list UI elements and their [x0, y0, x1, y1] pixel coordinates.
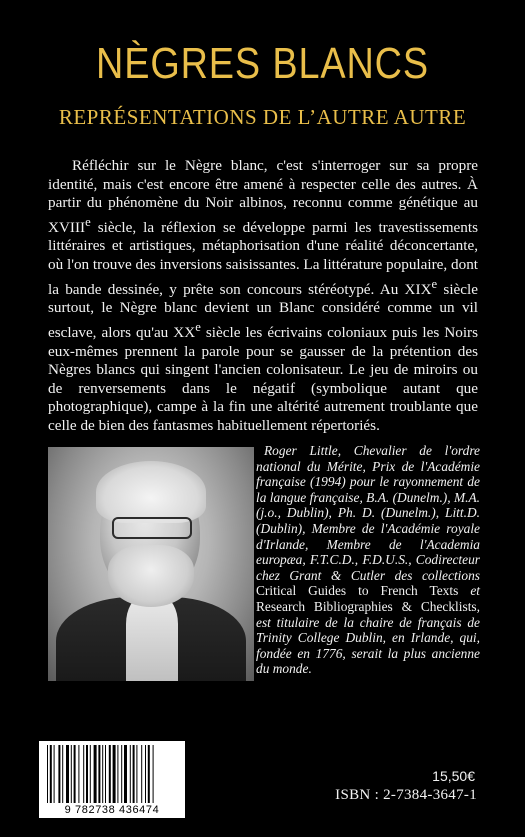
summary-text-1: Réfléchir sur le Nègre blanc, c'est s'interroger sur sa propre identité, mais c'est encore être amené à respecter celle des autres. À partir du phénomène du Noir albinos, reconnu comme génétique au XVIII [48, 157, 478, 236]
barcode-digits: 9 782738 436474 [64, 804, 160, 816]
bio-series-1: Critical Guides to French Texts [256, 583, 459, 599]
barcode-bar [94, 745, 97, 803]
barcode-bar [83, 745, 84, 803]
book-title: NÈGRES BLANCS [96, 39, 429, 88]
barcode-bar [66, 745, 69, 803]
barcode-bar [113, 745, 116, 803]
summary-sup-2: e [431, 276, 438, 291]
barcode-bar [133, 745, 135, 803]
barcode-bar [141, 745, 142, 803]
summary-text-3: siècle surtout, le Nègre blanc devient un Blanc considéré comme un vil esclave, alors qu'au XX [48, 280, 478, 341]
summary-text-2: siècle, la réflexion se développe parmi les travestissements littéraires et artistiques, métaphorisation d'une réalité déconcertante, où l'on trouve des inversions saisissantes. La littérature populaire, dont la bande dessinée, y prête son concours stéréotypé. Au XIX [48, 218, 479, 298]
bio-text-2: et [458, 583, 480, 599]
author-photo [48, 447, 254, 681]
barcode-bar [54, 745, 55, 803]
barcode-bar [47, 745, 48, 803]
bio-text-3: , est titulaire de la chaire de français de Trinity College Dublin, en Irlande, qui, fondée en 1776, serait la plus ancienne du monde. [256, 598, 480, 677]
barcode-bar [117, 745, 118, 803]
barcode-bar [124, 745, 127, 803]
barcode-bar [58, 745, 60, 803]
barcode-bar [86, 745, 88, 803]
book-subtitle: REPRÉSENTATIONS DE L’AUTRE AUTRE [58, 105, 467, 129]
summary-sup-3: e [195, 319, 201, 334]
barcode-bar [105, 745, 106, 803]
photo-glasses [112, 517, 192, 539]
summary-paragraph [48, 157, 478, 436]
barcode-bar [98, 745, 100, 803]
barcode-bar [130, 745, 131, 803]
barcode-bar [102, 745, 103, 803]
barcode-bar [145, 745, 146, 803]
barcode-bar [90, 745, 91, 803]
barcode-bar [148, 745, 150, 803]
barcode-bar [74, 745, 76, 803]
author-bio [256, 443, 480, 677]
barcode-bar [78, 745, 79, 803]
barcode-bar [153, 745, 154, 803]
barcode-bar [50, 745, 52, 803]
isbn: ISBN : 2-7384-3647-1 [335, 787, 477, 803]
barcode-bar [121, 745, 122, 803]
barcode-bar [71, 745, 72, 803]
barcode-bar [109, 745, 111, 803]
summary-sup-1: e [85, 214, 91, 229]
photo-collar [126, 597, 178, 681]
bio-text-1: Roger Little, Chevalier de l'ordre national du Mérite, Prix de l'Académie française (1994) pour le rayonnement de la langue française, B.A. (Dunelm.), M.A. (j.o., Dublin), Ph. D. (Dunelm.), Litt.D. (Dublin), Membre de l'Académie royale d'Irlande, Membre de l'Academia europæa, F.T.C.D., F.D.U.S., Codirecteur chez Grant & Cutler des collections [256, 443, 480, 583]
barcode-bars [39, 741, 185, 807]
photo-beard [108, 545, 194, 607]
photo-hair [96, 461, 206, 523]
summary-text-4: siècle les écrivains coloniaux puis les Noirs eux-mêmes prennent la parole pour se gausser de la prétention des Nègres blancs qui singent l'ancien colonisateur. Le jeu de miroirs ou de renversements dans le négatif (symbolique autant que photographique), campe à la fin une altérité autrement troublante que celle de bien des fantasmes habituellement répertoriés. [48, 323, 479, 434]
barcode-bar [136, 745, 137, 803]
barcode [39, 741, 185, 818]
barcode-bar [62, 745, 63, 803]
bio-series-2: Research Bibliographies & Checklists [256, 598, 477, 614]
price: 15,50€ [432, 768, 475, 784]
